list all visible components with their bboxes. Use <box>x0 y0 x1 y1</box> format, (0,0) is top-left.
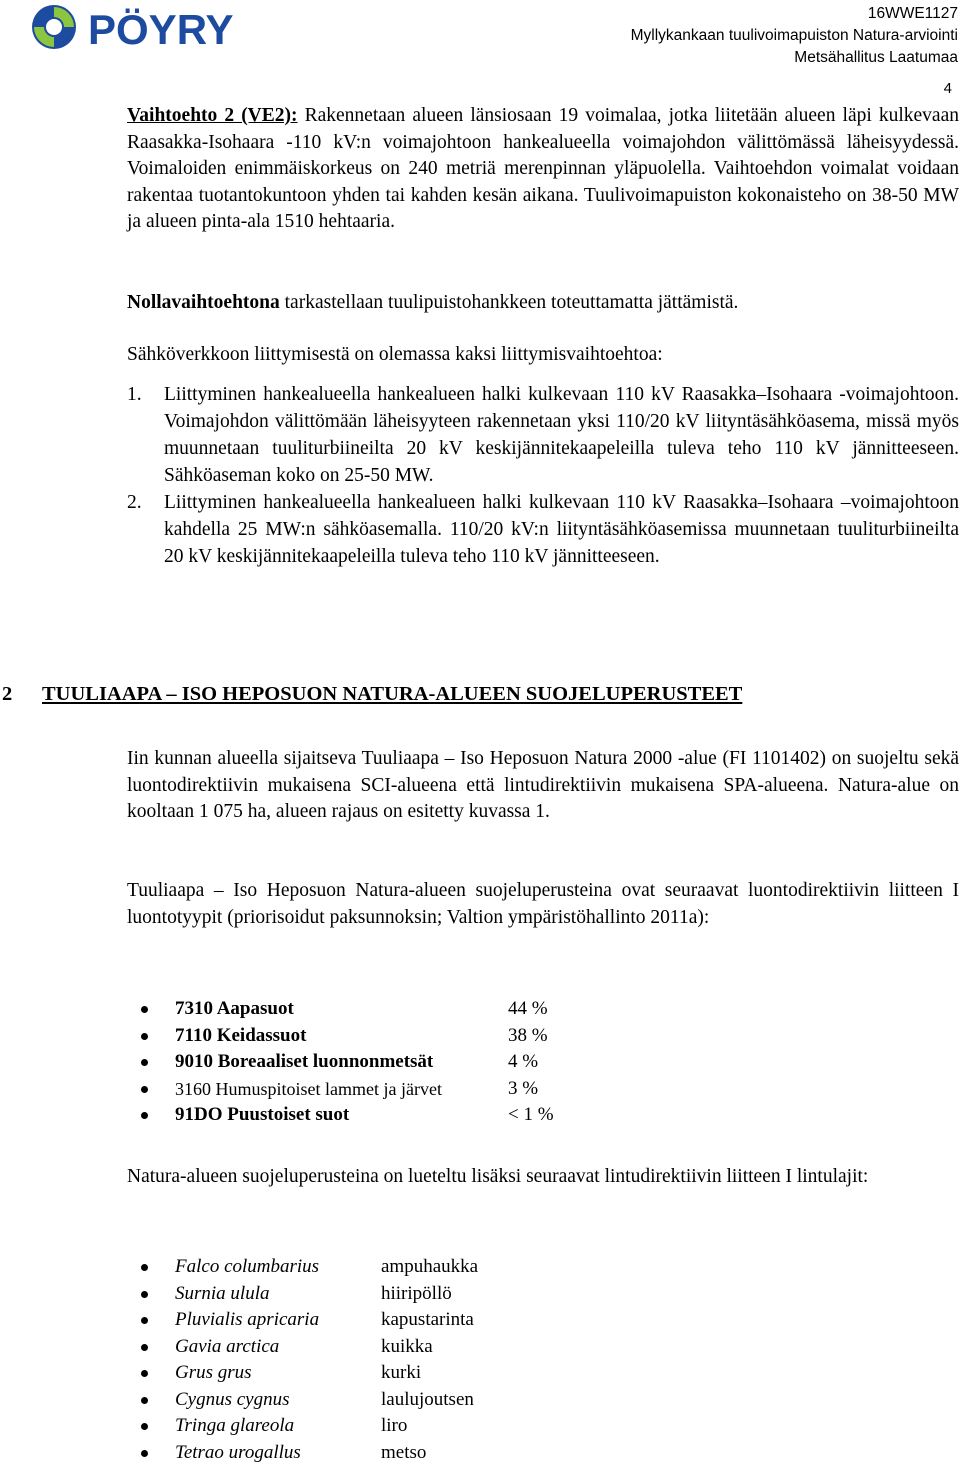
list-item <box>127 1023 627 1050</box>
bullet-icon <box>141 1344 148 1351</box>
habitat-list <box>127 996 627 1129</box>
habitat-name: 9010 Boreaaliset luonnonmetsät <box>175 1049 433 1076</box>
zero-option-label: Nollavaihtoehtona <box>127 292 280 313</box>
list-item <box>127 1307 627 1334</box>
habitat-intro-paragraph: Tuuliaapa – Iso Heposuon Natura-alueen suojeluperusteina ovat seuraavat luontodirektiivin liitteen I luontotyypit (priorisoidut paksunnoksin; Valtion ympäristöhallinto 2011a): <box>127 878 959 931</box>
grid-intro: Sähköverkkoon liittymisestä on olemassa kaksi liittymisvaihtoehtoa: <box>127 342 959 369</box>
natura-intro-paragraph: Iin kunnan alueella sijaitseva Tuuliaapa – Iso Heposuon Natura 2000 -alue (FI 1101402) on suojeltu sekä luontodirektiivin mukaisena SCI-alueena että lintudirektiivin mukaisena SPA-alueena. Natura-alue on kooltaan 1 075 ha, alueen rajaus on esitetty kuvassa 1. <box>127 746 959 826</box>
list-item <box>127 1102 627 1129</box>
bird-finnish-name: metso <box>381 1440 426 1466</box>
grid-option-number: 2. <box>127 489 142 516</box>
project-title: Myllykankaan tuulivoimapuiston Natura-arviointi <box>631 25 958 47</box>
bird-latin-name: Tringa glareola <box>175 1413 294 1440</box>
bird-list <box>127 1254 627 1466</box>
habitat-share: < 1 % <box>508 1102 554 1129</box>
bullet-icon <box>141 1450 148 1457</box>
list-item <box>127 1387 627 1414</box>
bullet-icon <box>141 1370 148 1377</box>
bullet-icon <box>141 1086 148 1093</box>
bullet-icon <box>141 1264 148 1271</box>
habitat-name: 3160 Humuspitoiset lammet ja järvet <box>175 1076 442 1103</box>
bullet-icon <box>141 1397 148 1404</box>
ve2-label: Vaihtoehto 2 (VE2): <box>127 105 298 126</box>
habitat-share: 3 % <box>508 1076 538 1103</box>
grid-option-text: Liittyminen hankealueella hankealueen halki kulkevaan 110 kV Raasakka–Isohaara -voimajohtoon. Voimajohdon välittömään läheisyyteen rakennetaan yksi 110/20 kV liityntäsähköasema, missä myös muunnetaan tuuliturbiineilta 20 kV keskijännitekaapeleilla tuleva teho 110 kV jännitteeseen. Sähköaseman koko on 25-50 MW. <box>164 384 959 486</box>
bird-finnish-name: kapustarinta <box>381 1307 474 1334</box>
bird-latin-name: Surnia ulula <box>175 1281 269 1308</box>
bird-finnish-name: ampuhaukka <box>381 1254 478 1281</box>
bird-latin-name: Pluvialis apricaria <box>175 1307 319 1334</box>
birds-intro-paragraph: Natura-alueen suojeluperusteina on lueteltu lisäksi seuraavat lintudirektiivin liitteen I lintulajit: <box>127 1164 959 1191</box>
zero-option-paragraph <box>127 290 959 317</box>
list-item <box>127 1254 627 1281</box>
habitat-name: 7110 Keidassuot <box>175 1023 306 1050</box>
bird-latin-name: Grus grus <box>175 1360 252 1387</box>
ve2-paragraph <box>127 103 959 236</box>
list-item <box>127 1413 627 1440</box>
bullet-icon <box>141 1423 148 1430</box>
grid-option-2 <box>127 489 959 570</box>
zero-option-text: tarkastellaan tuulipuistohankkeen toteuttamatta jättämistä. <box>280 292 739 313</box>
bullet-icon <box>141 1317 148 1324</box>
page-number: 4 <box>944 80 952 97</box>
bird-finnish-name: laulujoutsen <box>381 1387 474 1414</box>
habitat-name: 91DO Puustoiset suot <box>175 1102 349 1129</box>
document-code: 16WWE1127 <box>631 3 958 25</box>
bird-finnish-name: kuikka <box>381 1334 433 1361</box>
logo-wordmark: PÖYRY <box>88 6 233 52</box>
bullet-icon <box>141 1291 148 1298</box>
grid-options-list <box>127 381 959 570</box>
habitat-share: 4 % <box>508 1049 538 1076</box>
bullet-icon <box>141 1006 148 1013</box>
document-header <box>631 3 958 69</box>
bird-latin-name: Tetrao urogallus <box>175 1440 301 1466</box>
bird-latin-name: Cygnus cygnus <box>175 1387 290 1414</box>
grid-option-1 <box>127 381 959 489</box>
habitat-name: 7310 Aapasuot <box>175 996 294 1023</box>
list-item <box>127 1076 627 1103</box>
bird-latin-name: Falco columbarius <box>175 1254 319 1281</box>
grid-option-number: 1. <box>127 381 142 408</box>
list-item <box>127 1334 627 1361</box>
section-title: TUULIAAPA – ISO HEPOSUON NATURA-ALUEEN SUOJELUPERUSTEET <box>42 683 742 706</box>
bullet-icon <box>141 1059 148 1066</box>
list-item <box>127 1360 627 1387</box>
section-number: 2 <box>2 683 12 706</box>
list-item <box>127 1049 627 1076</box>
bird-finnish-name: liro <box>381 1413 407 1440</box>
ve2-text: Rakennetaan alueen länsiosaan 19 voimalaa, jotka liitetään alueen läpi kulkevaan Raasakka-Isohaara -110 kV:n voimajohtoon hankealueella voimajohdon välittömässä läheisyydessä. Voimaloiden enimmäiskorkeus on 240 metriä merenpinnan yläpuolella. Vaihtoehdon voimalat voidaan rakentaa tuotantokuntoon yhden tai kahden kesän aikana. Tuulivoimapuiston kokonaisteho on 38-50 MW ja alueen pinta-ala 1510 hehtaaria. <box>127 105 959 232</box>
bird-finnish-name: kurki <box>381 1360 421 1387</box>
list-item <box>127 996 627 1023</box>
bird-latin-name: Gavia arctica <box>175 1334 279 1361</box>
poyry-logo <box>30 2 290 52</box>
list-item <box>127 1281 627 1308</box>
grid-option-text: Liittyminen hankealueella hankealueen halki kulkevaan 110 kV Raasakka–Isohaara –voimajohtoon kahdella 25 MW:n sähköasemalla. 110/20 kV:n liityntäsähköasemissa muunnetaan tuuliturbiineilta 20 kV keskijännitekaapeleilla tuleva teho 110 kV jännitteeseen. <box>164 492 959 567</box>
client-name: Metsähallitus Laatumaa <box>631 47 958 69</box>
bullet-icon <box>141 1033 148 1040</box>
habitat-share: 44 % <box>508 996 548 1023</box>
list-item <box>127 1440 627 1466</box>
bird-finnish-name: hiiripöllö <box>381 1281 452 1308</box>
habitat-share: 38 % <box>508 1023 548 1050</box>
bullet-icon <box>141 1112 148 1119</box>
